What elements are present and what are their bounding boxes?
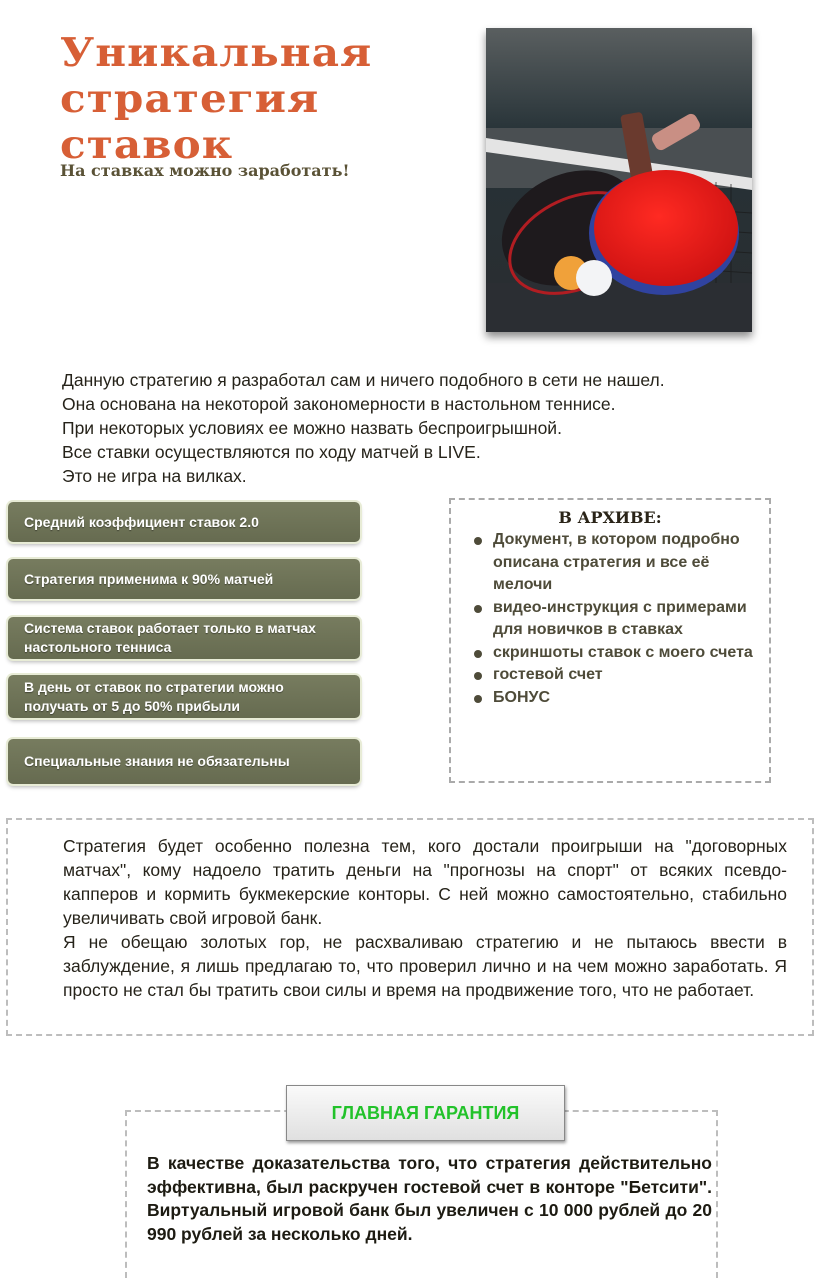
archive-item: видео-инструкция с примерами для новичков в ставках — [493, 597, 769, 642]
feature-badge: Специальные знания не обязательны — [8, 739, 360, 784]
story-paragraph: Стратегия будет особенно полезна тем, кого достали проигрыши на "договорных матчах", кому надоело тратить деньги на "прогнозы на спорт" от всяких псевдо-капперов и кормить букмекерские конторы. С ней можно самостоятельно, стабильно увеличивать свой игровой банк. — [63, 836, 787, 928]
feature-badge: Стратегия применима к 90% матчей — [8, 559, 360, 599]
feature-badge: Средний коэффициент ставок 2.0 — [8, 502, 360, 542]
intro-line: Она основана на некоторой закономерности в настольном теннисе. — [62, 394, 616, 414]
table-tennis-photo-icon — [486, 28, 752, 332]
story-box — [6, 818, 814, 1036]
archive-list — [451, 529, 769, 709]
table-tennis-photo — [486, 28, 752, 332]
guarantee-text: В качестве доказательства того, что стратегия действительно эффективна, был раскручен гостевой счет в конторе "Бетсити". Виртуальный игровой банк был увеличен с 10 000 рублей до 20 990 рублей за несколько дней. — [147, 1153, 712, 1244]
story-paragraph: Я не обещаю золотых гор, не расхваливаю стратегию и не пытаюсь ввести в заблуждение, я лишь предлагаю то, что проверил лично и на чем можно заработать. Я просто не стал бы тратить свои силы и время на продвижение того, что не работает. — [63, 932, 787, 1000]
intro-line: Все ставки осуществляются по ходу матчей в LIVE. — [62, 442, 481, 462]
page-subtitle: На ставках можно заработать! — [60, 161, 350, 180]
intro-line: При некоторых условиях ее можно назвать беспроигрышной. — [62, 418, 562, 438]
archive-item: Документ, в котором подробно описана стратегия и все её мелочи — [493, 529, 769, 597]
intro-line: Это не игра на вилках. — [62, 466, 247, 486]
feature-badge: В день от ставок по стратегии можно получать от 5 до 50% прибыли — [8, 675, 360, 718]
archive-title: В АРХИВЕ: — [558, 508, 662, 527]
intro-text — [62, 368, 782, 488]
archive-item: БОНУС — [493, 687, 769, 710]
feature-badge: Система ставок работает только в матчах настольного тенниса — [8, 617, 360, 659]
archive-item: скриншоты ставок с моего счета — [493, 642, 769, 665]
archive-item: гостевой счет — [493, 664, 769, 687]
page-title: Уникальная стратегия ставок — [60, 30, 373, 168]
story-text — [63, 834, 787, 1002]
intro-line: Данную стратегию я разработал сам и ничего подобного в сети не нашел. — [62, 370, 665, 390]
archive-box — [449, 498, 771, 783]
guarantee-badge: ГЛАВНАЯ ГАРАНТИЯ — [286, 1085, 565, 1141]
